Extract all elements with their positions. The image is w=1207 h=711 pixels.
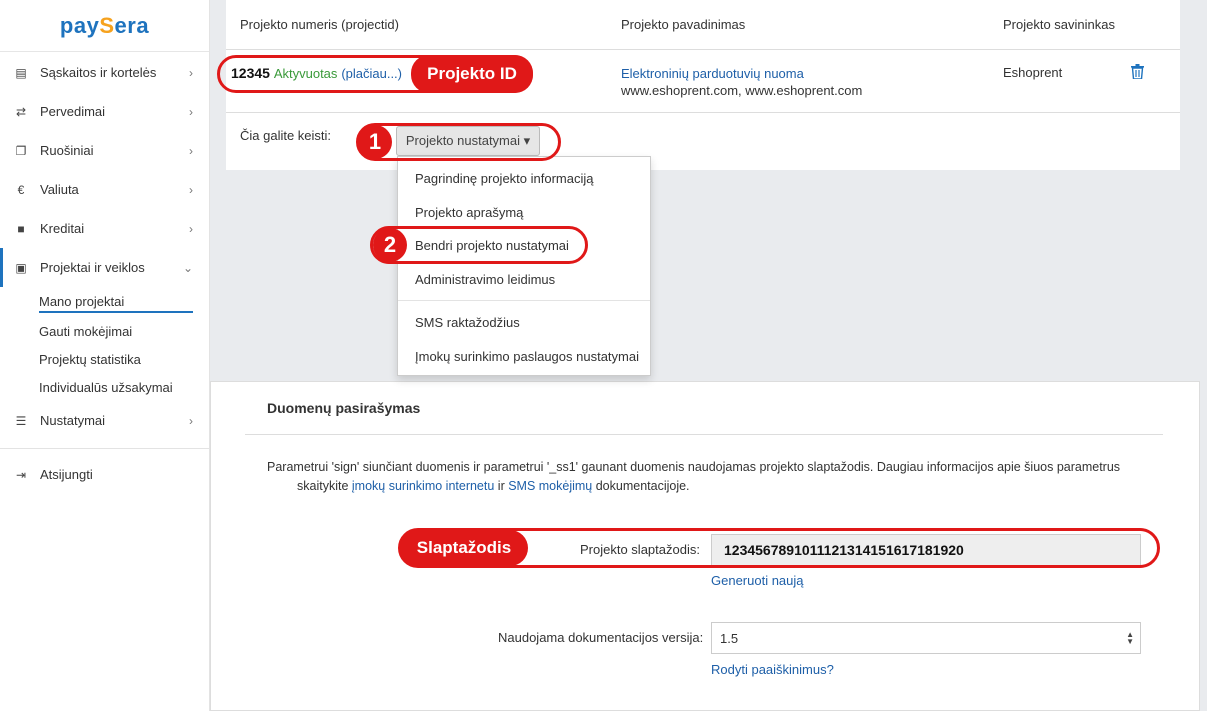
sidebar-subitem-project-statistics[interactable]: Projektų statistika <box>39 351 141 367</box>
sidebar-item-accounts[interactable] <box>0 53 209 92</box>
menu-item-payment-collection-settings[interactable]: Įmokų surinkimo paslaugos nustatymai <box>415 348 639 364</box>
sidebar-subitem-individual-orders[interactable]: Individualūs užsakymai <box>39 379 173 395</box>
menu-divider <box>398 300 650 301</box>
project-name-cell <box>621 65 862 99</box>
sidebar-item-label: Kreditai <box>40 221 85 236</box>
cards-icon: ▤ <box>15 65 27 80</box>
chevron-right-icon: › <box>189 413 193 428</box>
paysera-logo[interactable]: pay S era <box>0 0 209 52</box>
version-label: Naudojama dokumentacijos versija: <box>498 630 704 645</box>
euro-icon: € <box>17 182 25 197</box>
show-explanations-link[interactable]: Rodyti paaiškinimus? <box>711 662 834 677</box>
sidebar-item-credits[interactable] <box>0 209 209 248</box>
table-header <box>226 0 1180 50</box>
password-annotation: Slaptažodis <box>400 530 528 566</box>
section-description: Parametrui 'sign' siunčiant duomenis ir parametrui '_ss1' gaunant duomenis naudojamas projekto slaptažodis. Daugiau informacijos apie šiuos parametrus skaitykite įmokų surinkimo internetu ir SMS mokėjimų dokumentacijoje. <box>267 460 1121 493</box>
version-value: 1.5 <box>720 630 739 646</box>
sidebar-item-currency[interactable] <box>0 170 209 209</box>
sidebar-item-label: Atsijungti <box>40 467 93 482</box>
sidebar-item-label: Projektai ir veiklos <box>40 260 145 275</box>
chevron-right-icon: › <box>189 143 193 158</box>
project-settings-dropdown-menu <box>397 156 651 376</box>
sidebar-subitem-received-payments[interactable]: Gauti mokėjimai <box>39 323 133 339</box>
sliders-icon: ☰ <box>15 413 27 428</box>
step1-badge: 1 <box>358 125 392 159</box>
project-id-annotation: Projekto ID <box>411 55 533 93</box>
sidebar <box>0 0 210 711</box>
section-title: Duomenų pasirašymas <box>267 400 421 416</box>
sidebar-item-label: Ruošiniai <box>40 143 94 158</box>
version-select[interactable] <box>711 622 1141 654</box>
sidebar-item-label: Valiuta <box>40 182 79 197</box>
sidebar-item-settings[interactable] <box>0 401 209 440</box>
step2-badge: 2 <box>373 228 407 262</box>
project-id: 12345 <box>231 65 270 81</box>
project-owner: Eshoprent <box>1003 65 1063 80</box>
project-name-link[interactable]: Elektroninių parduotuvių nuoma <box>621 66 804 81</box>
payment-collection-docs-link[interactable]: įmokų surinkimo internetu <box>351 479 495 493</box>
sms-docs-link[interactable]: SMS mokėjimų <box>508 479 593 493</box>
select-arrows-icon: ▲ ▼ <box>1126 630 1134 646</box>
sidebar-item-label: Sąskaitos ir kortelės <box>40 65 157 80</box>
menu-item-admin-permissions[interactable]: Administravimo leidimus <box>415 271 556 287</box>
sidebar-item-logout[interactable] <box>0 455 209 494</box>
change-label: Čia galite keisti: <box>240 128 332 143</box>
project-urls: www.eshoprent.com, www.eshoprent.com <box>621 83 863 98</box>
column-header-name: Projekto pavadinimas <box>621 17 746 32</box>
templates-icon: ❐ <box>15 143 27 158</box>
column-header-id: Projekto numeris (projectid) <box>240 17 399 32</box>
sidebar-divider <box>0 448 209 449</box>
password-field[interactable]: 1234567891011121314151617181920 <box>711 534 1141 566</box>
section-divider <box>245 434 1163 435</box>
sidebar-item-transfers[interactable] <box>0 92 209 131</box>
sidebar-subitem-my-projects[interactable]: Mano projektai <box>39 293 125 309</box>
chevron-right-icon: › <box>189 104 193 119</box>
sidebar-item-projects[interactable] <box>0 248 209 287</box>
password-label: Projekto slaptažodis: <box>580 542 700 557</box>
project-settings-dropdown-button[interactable]: Projekto nustatymai ▾ <box>396 126 540 156</box>
menu-item-main-info[interactable]: Pagrindinę projekto informaciją <box>415 171 594 187</box>
column-header-owner: Projekto savininkas <box>1003 17 1115 32</box>
sidebar-item-templates[interactable] <box>0 131 209 170</box>
chevron-right-icon: › <box>189 182 193 197</box>
menu-item-sms-keywords[interactable]: SMS raktažodžius <box>415 315 520 331</box>
project-status: Aktyvuotas <box>273 66 338 81</box>
logout-icon: ⇥ <box>15 467 27 482</box>
active-underline <box>39 311 193 313</box>
trash-icon[interactable] <box>1131 64 1144 83</box>
chevron-right-icon: › <box>189 65 193 80</box>
sidebar-item-label: Nustatymai <box>40 413 106 428</box>
menu-item-general-settings[interactable]: Bendri projekto nustatymai <box>415 238 569 254</box>
chevron-down-icon: ⌄ <box>182 260 193 275</box>
chevron-right-icon: › <box>189 221 193 236</box>
briefcase-icon: ■ <box>17 221 25 236</box>
clipboard-icon: ▣ <box>15 260 27 275</box>
menu-item-description[interactable]: Projekto aprašymą <box>415 204 524 220</box>
sidebar-item-label: Pervedimai <box>40 104 106 119</box>
transfer-icon: ⇄ <box>15 104 27 119</box>
generate-new-link[interactable]: Generuoti naują <box>711 573 804 588</box>
project-more-link[interactable]: (plačiau...) <box>341 66 403 81</box>
